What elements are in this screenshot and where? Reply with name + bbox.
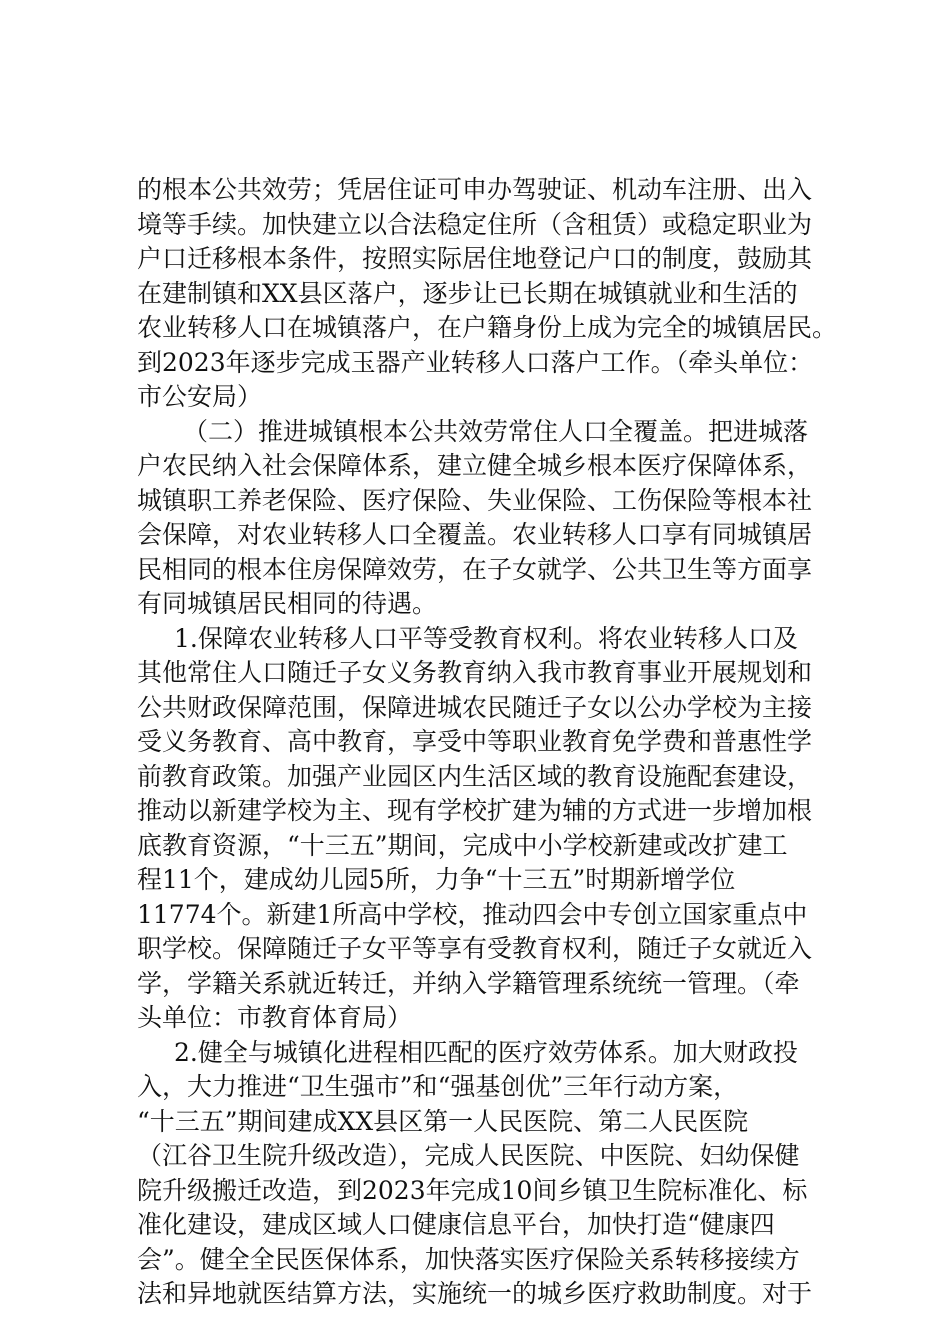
text-line: 程11个，建成幼儿园5所，力争“十三五”时期新增学位 bbox=[137, 865, 736, 894]
text-line: 有同城镇居民相同的待遇。 bbox=[137, 589, 438, 618]
text-line: 户口迁移根本条件，按照实际居住地登记户口的制度，鼓励其 bbox=[137, 244, 813, 273]
text-line: 头单位：市教育体育局） bbox=[137, 1003, 413, 1032]
text-line: 受义务教育、高中教育，享受中等职业教育免学费和普惠性学 bbox=[137, 727, 813, 756]
text-line: 会保障，对农业转移人口全覆盖。农业转移人口享有同城镇居 bbox=[137, 520, 813, 549]
section-heading-line: （二）推进城镇根本公共效劳常住人口全覆盖。把进城落 bbox=[183, 416, 809, 446]
text-line: 户农民纳入社会保障体系，建立健全城乡根本医疗保障体系， bbox=[137, 451, 813, 480]
text-line: （江谷卫生院升级改造），完成人民医院、中医院、妇幼保健 bbox=[137, 1141, 800, 1170]
text-line: 民相同的根本住房保障效劳，在子女就学、公共卫生等方面享 bbox=[137, 554, 813, 584]
body-text bbox=[137, 173, 837, 1312]
numbered-item-line: 1.保障农业转移人口平等受教育权利。将农业转移人口及 bbox=[174, 623, 798, 653]
numbered-item-line: 2.健全与城镇化进程相匹配的医疗效劳体系。加大财政投 bbox=[174, 1037, 798, 1067]
text-line: 学，学籍关系就近转迁，并纳入学籍管理系统统一管理。（牵 bbox=[137, 968, 800, 998]
text-line: 到2023年逐步完成玉器产业转移人口落户工作。（牵头单位： bbox=[137, 347, 814, 377]
text-line: 推动以新建学校为主、现有学校扩建为辅的方式进一步增加根 bbox=[137, 796, 813, 825]
text-line: 城镇职工养老保险、医疗保险、失业保险、工伤保险等根本社 bbox=[137, 485, 813, 515]
text-line: 准化建设，建成区域人口健康信息平台，加快打造“健康四 bbox=[137, 1210, 775, 1239]
text-line: 在建制镇和XX县区落户，逐步让已长期在城镇就业和生活的 bbox=[137, 278, 798, 308]
text-line: 职学校。保障随迁子女平等享有受教育权利，随迁子女就近入 bbox=[137, 934, 813, 963]
text-line: 农业转移人口在城镇落户，在户籍身份上成为完全的城镇居民。 bbox=[137, 313, 838, 342]
text-line: 入，大力推进“卫生强市”和“强基创优”三年行动方案， bbox=[137, 1072, 739, 1101]
text-line: 的根本公共效劳；凭居住证可申办驾驶证、机动车注册、出入 bbox=[137, 175, 813, 204]
text-line: 市公安局） bbox=[137, 382, 263, 411]
text-line: 其他常住人口随迁子女义务教育纳入我市教育事业开展规划和 bbox=[137, 658, 813, 687]
text-line: 前教育政策。加强产业园区内生活区域的教育设施配套建设， bbox=[137, 761, 813, 791]
text-line: 法和异地就医结算方法，实施统一的城乡医疗救助制度。对于 bbox=[137, 1279, 813, 1308]
text-line: 底教育资源，“十三五”期间，完成中小学校新建或改扩建工 bbox=[137, 830, 788, 860]
text-line: 会”。健全全民医保体系，加快落实医疗保险关系转移接续方 bbox=[137, 1244, 800, 1274]
text-line: 境等手续。加快建立以合法稳定住所（含租赁）或稳定职业为 bbox=[137, 209, 813, 239]
text-line: 11774个。新建1所高中学校，推动四会中专创立国家重点中 bbox=[137, 899, 808, 929]
text-line: 公共财政保障范围，保障进城农民随迁子女以公办学校为主接 bbox=[137, 692, 813, 722]
text-line: “十三五”期间建成XX县区第一人民医院、第二人民医院 bbox=[137, 1106, 749, 1136]
text-line: 院升级搬迁改造，到2023年完成10间乡镇卫生院标准化、标 bbox=[137, 1175, 808, 1205]
